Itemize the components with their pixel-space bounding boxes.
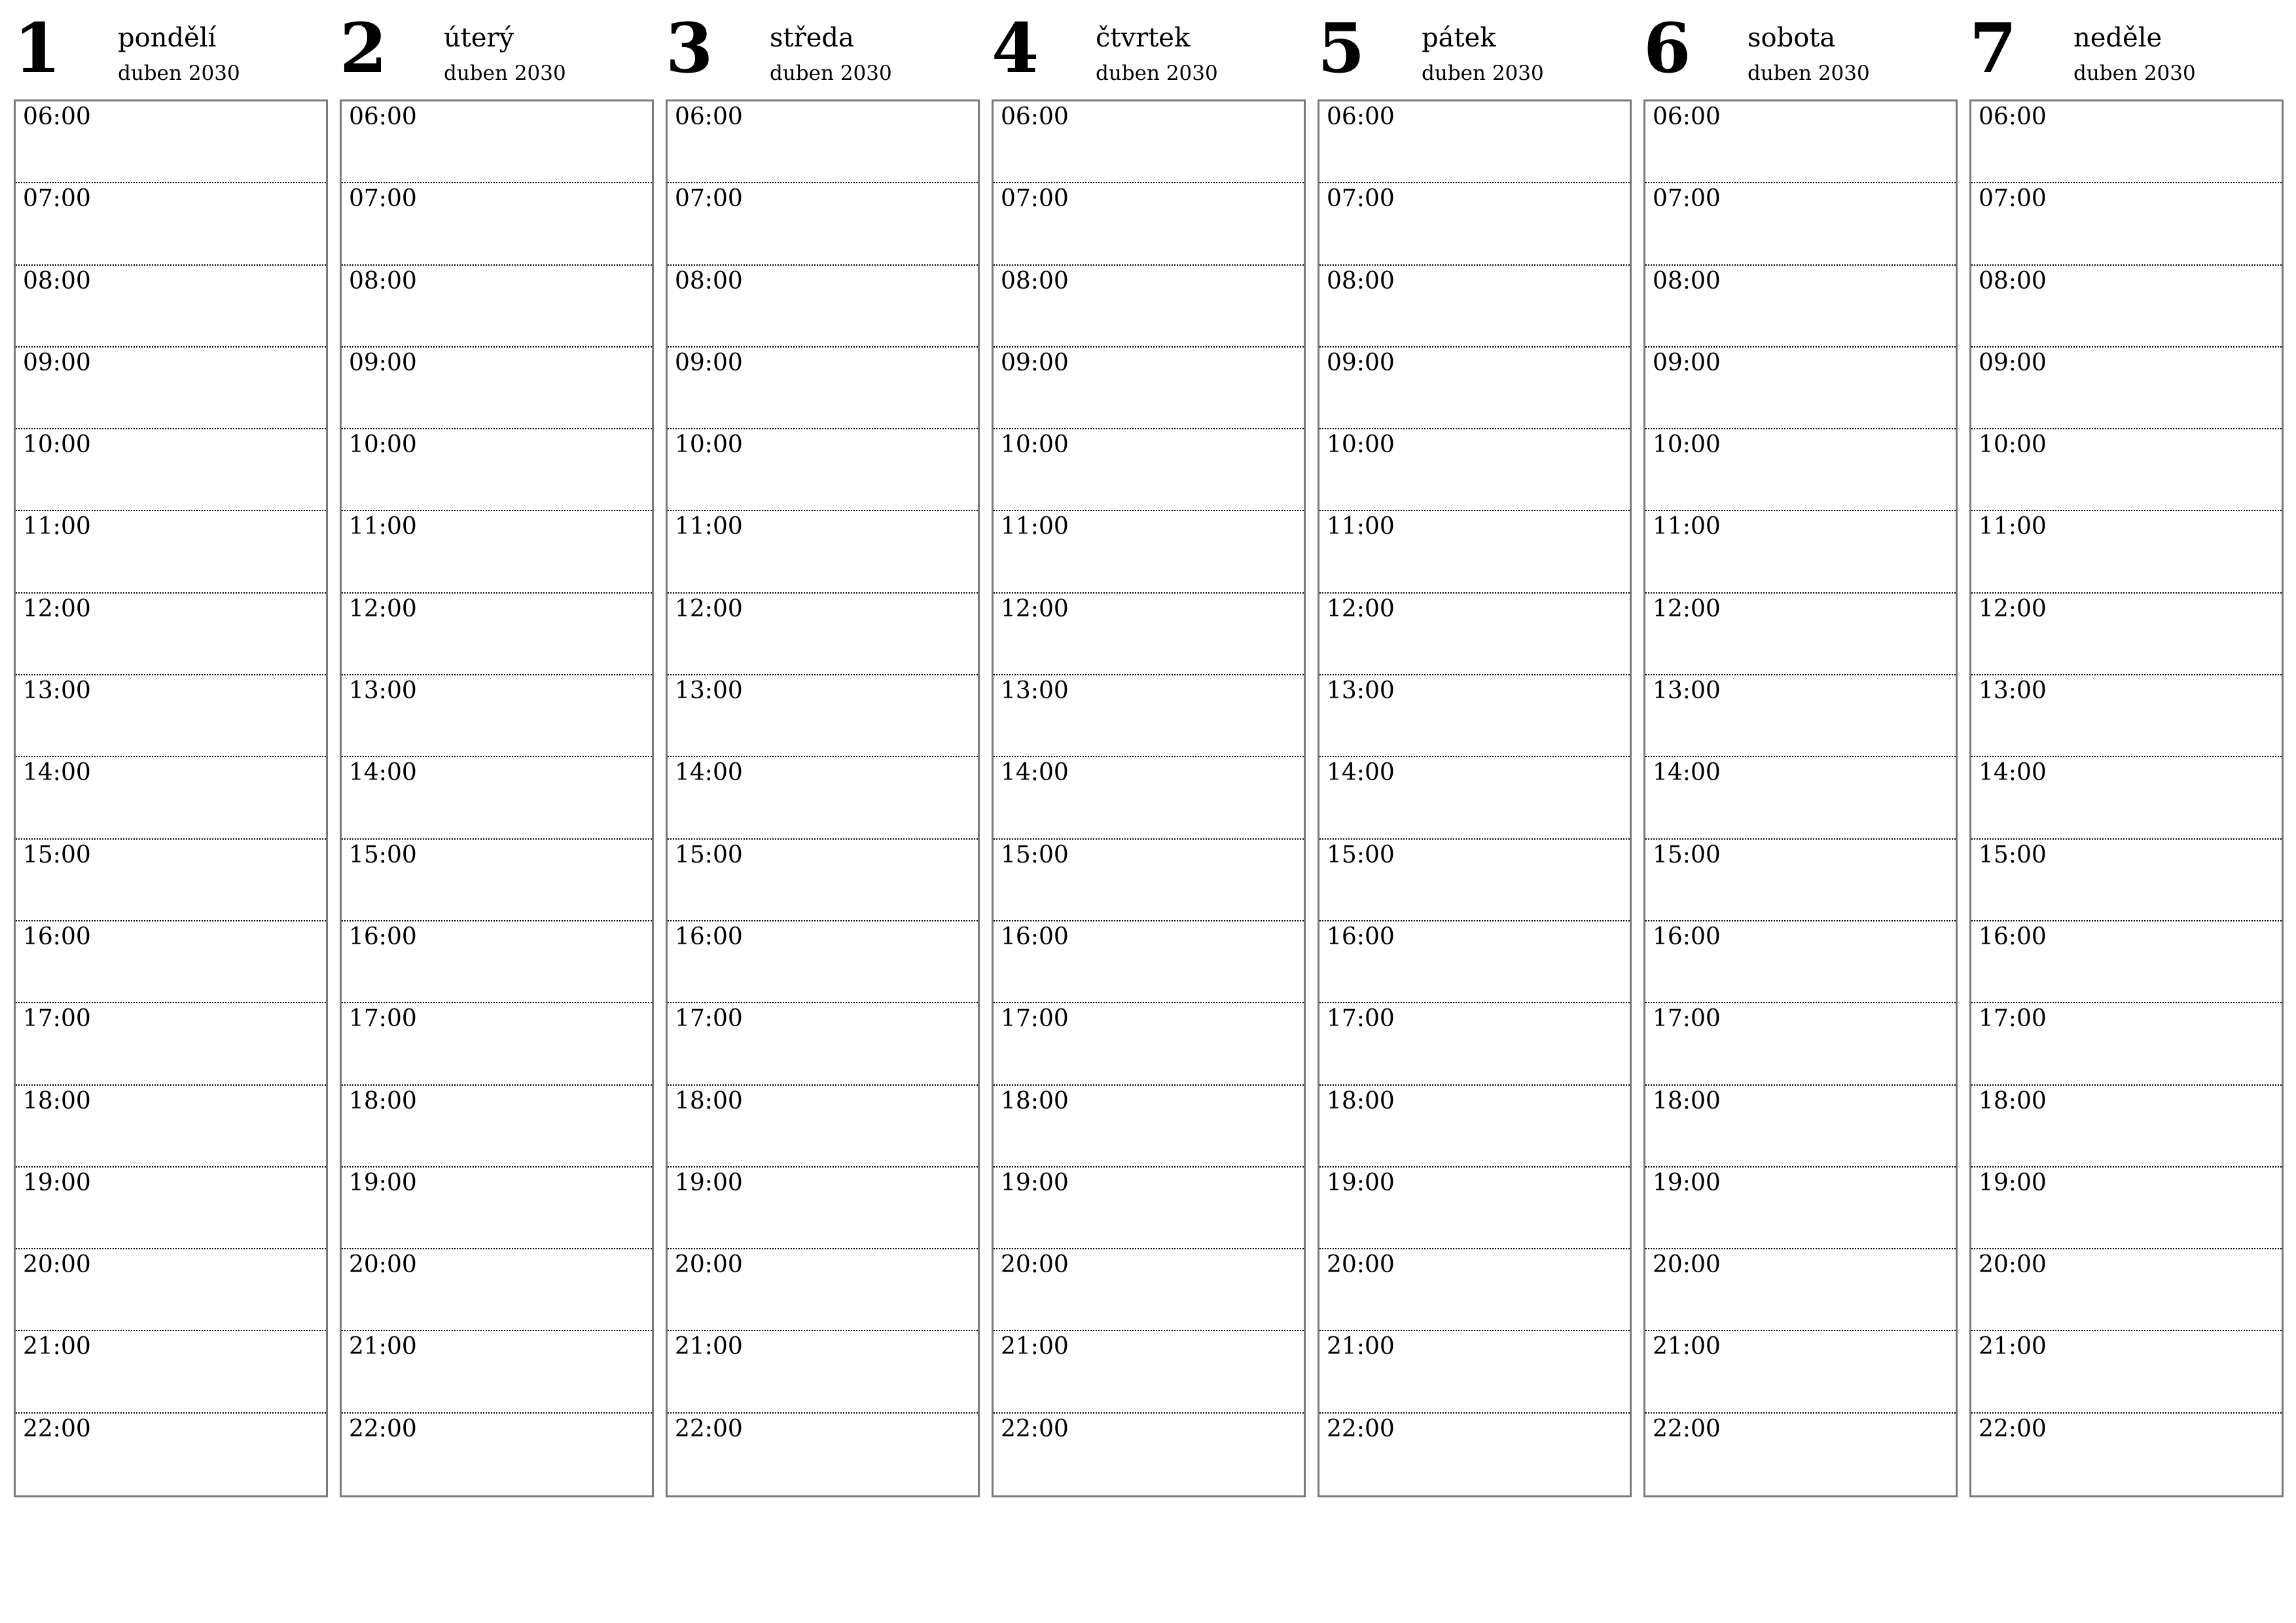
hour-slot[interactable] <box>994 594 1304 675</box>
hour-slot[interactable] <box>16 1414 326 1495</box>
hour-label: 14:00 <box>1327 759 1395 787</box>
day-name: čtvrtek <box>1096 23 1191 53</box>
hour-slot[interactable] <box>994 429 1304 511</box>
hour-slot[interactable] <box>994 1003 1304 1085</box>
hour-slot[interactable] <box>16 675 326 757</box>
day-header <box>340 0 652 99</box>
hour-label: 21:00 <box>1653 1333 1721 1361</box>
hour-label: 19:00 <box>1653 1169 1721 1196</box>
hour-slot[interactable] <box>994 511 1304 593</box>
hour-label: 22:00 <box>1979 1415 2047 1442</box>
hour-label: 14:00 <box>675 759 743 787</box>
hour-slot[interactable] <box>1971 1168 2282 1249</box>
hour-label: 20:00 <box>1979 1251 2047 1279</box>
hour-slot[interactable] <box>16 348 326 429</box>
hour-slot[interactable] <box>994 348 1304 429</box>
hour-slot[interactable] <box>16 757 326 839</box>
day-header <box>1318 0 1630 99</box>
hour-label: 16:00 <box>1001 923 1069 950</box>
hour-label: 21:00 <box>23 1333 91 1361</box>
hour-label: 10:00 <box>1327 431 1395 459</box>
hour-label: 17:00 <box>1327 1005 1395 1033</box>
hour-slot[interactable] <box>1645 757 1956 839</box>
hour-slot[interactable] <box>668 1086 978 1168</box>
hour-slot[interactable] <box>16 1168 326 1249</box>
hour-slot[interactable] <box>1645 1086 1956 1168</box>
hour-label: 18:00 <box>1327 1087 1395 1115</box>
hour-slot[interactable] <box>668 1168 978 1249</box>
hour-label: 06:00 <box>1327 103 1395 130</box>
hour-slot[interactable] <box>668 757 978 839</box>
hour-slot[interactable] <box>1319 921 1630 1003</box>
hour-slot[interactable] <box>668 1249 978 1331</box>
hour-label: 14:00 <box>1653 759 1721 787</box>
hour-slot[interactable] <box>1319 1414 1630 1495</box>
hour-slot[interactable] <box>1319 594 1630 675</box>
day-column-3 <box>666 0 978 1442</box>
hour-label: 14:00 <box>1979 759 2047 787</box>
day-header <box>1969 0 2282 99</box>
hour-slot[interactable] <box>1319 266 1630 348</box>
hour-slot[interactable] <box>1645 1249 1956 1331</box>
hour-label: 07:00 <box>1327 185 1395 213</box>
hours-box <box>666 99 980 1497</box>
hour-slot[interactable] <box>994 1414 1304 1495</box>
hour-label: 07:00 <box>1979 185 2047 213</box>
hour-slot[interactable] <box>994 266 1304 348</box>
hour-label: 18:00 <box>675 1087 743 1115</box>
hour-label: 10:00 <box>1979 431 2047 459</box>
hour-slot[interactable] <box>342 840 652 921</box>
hour-slot[interactable] <box>994 183 1304 265</box>
hour-slot[interactable] <box>16 429 326 511</box>
hours-box <box>1318 99 1632 1497</box>
hour-label: 21:00 <box>1327 1333 1395 1361</box>
month-label: duben 2030 <box>1748 62 1870 85</box>
hour-label: 06:00 <box>675 103 743 130</box>
hour-slot[interactable] <box>342 266 652 348</box>
hours-box <box>14 99 328 1497</box>
hour-label: 19:00 <box>349 1169 417 1196</box>
hour-label: 14:00 <box>1001 759 1069 787</box>
hour-label: 08:00 <box>675 267 743 294</box>
hour-label: 07:00 <box>675 185 743 213</box>
hour-slot[interactable] <box>668 183 978 265</box>
hour-label: 16:00 <box>1653 923 1721 950</box>
hour-label: 07:00 <box>23 185 91 213</box>
hour-slot[interactable] <box>668 429 978 511</box>
hour-label: 10:00 <box>1001 431 1069 459</box>
hour-label: 09:00 <box>349 349 417 376</box>
day-number: 7 <box>1969 8 2017 88</box>
day-name: pátek <box>1422 23 1496 53</box>
hour-label: 18:00 <box>1653 1087 1721 1115</box>
hour-slot[interactable] <box>1971 675 2282 757</box>
hour-label: 19:00 <box>23 1169 91 1196</box>
month-label: duben 2030 <box>770 62 892 85</box>
hour-slot[interactable] <box>1319 1249 1630 1331</box>
hour-label: 08:00 <box>1653 267 1721 294</box>
hour-label: 13:00 <box>1653 677 1721 705</box>
hour-slot[interactable] <box>668 101 978 183</box>
hour-label: 20:00 <box>1653 1251 1721 1279</box>
hour-slot[interactable] <box>668 921 978 1003</box>
hour-label: 11:00 <box>1001 513 1069 541</box>
hour-label: 12:00 <box>1327 595 1395 622</box>
hour-label: 11:00 <box>23 513 91 541</box>
day-number: 4 <box>992 8 1039 88</box>
hour-slot[interactable] <box>342 1331 652 1413</box>
hours-box <box>992 99 1306 1497</box>
day-column-2 <box>340 0 652 1442</box>
hour-slot[interactable] <box>1971 511 2282 593</box>
hour-slot[interactable] <box>668 348 978 429</box>
hour-slot[interactable] <box>16 1086 326 1168</box>
hour-label: 15:00 <box>1979 841 2047 868</box>
hour-slot[interactable] <box>1971 348 2282 429</box>
hour-slot[interactable] <box>994 1086 1304 1168</box>
hour-slot[interactable] <box>1971 1331 2282 1413</box>
hour-slot[interactable] <box>16 840 326 921</box>
hour-slot[interactable] <box>1971 183 2282 265</box>
hour-label: 22:00 <box>1001 1415 1069 1442</box>
hours-box <box>1969 99 2284 1497</box>
hour-label: 09:00 <box>1001 349 1069 376</box>
hour-label: 22:00 <box>1327 1415 1395 1442</box>
day-column-7 <box>1969 0 2282 1442</box>
hour-label: 20:00 <box>349 1251 417 1279</box>
hour-slot[interactable] <box>1971 1003 2282 1085</box>
hour-label: 08:00 <box>23 267 91 294</box>
hour-slot[interactable] <box>342 757 652 839</box>
hour-slot[interactable] <box>1319 840 1630 921</box>
hour-slot[interactable] <box>1645 921 1956 1003</box>
hour-label: 12:00 <box>1001 595 1069 622</box>
hour-slot[interactable] <box>1645 429 1956 511</box>
hour-label: 17:00 <box>1979 1005 2047 1033</box>
hour-slot[interactable] <box>1971 840 2282 921</box>
day-number: 2 <box>340 8 387 88</box>
hours-box <box>340 99 654 1497</box>
hour-label: 06:00 <box>349 103 417 130</box>
hour-label: 12:00 <box>1653 595 1721 622</box>
hour-slot[interactable] <box>342 348 652 429</box>
hour-label: 09:00 <box>1653 349 1721 376</box>
hour-slot[interactable] <box>16 1331 326 1413</box>
hour-slot[interactable] <box>342 1414 652 1495</box>
hour-slot[interactable] <box>668 266 978 348</box>
hour-slot[interactable] <box>1319 1086 1630 1168</box>
hour-label: 09:00 <box>23 349 91 376</box>
day-column-6 <box>1643 0 1956 1442</box>
day-header <box>14 0 326 99</box>
hour-label: 12:00 <box>675 595 743 622</box>
hour-label: 08:00 <box>1979 267 2047 294</box>
hour-slot[interactable] <box>16 1249 326 1331</box>
hour-slot[interactable] <box>1645 183 1956 265</box>
hour-slot[interactable] <box>1645 1003 1956 1085</box>
hour-slot[interactable] <box>1319 511 1630 593</box>
hour-label: 08:00 <box>1327 267 1395 294</box>
hour-slot[interactable] <box>1971 101 2282 183</box>
hour-label: 19:00 <box>1001 1169 1069 1196</box>
hour-label: 11:00 <box>675 513 743 541</box>
hour-slot[interactable] <box>994 675 1304 757</box>
day-number: 5 <box>1318 8 1365 88</box>
month-label: duben 2030 <box>118 62 240 85</box>
hour-slot[interactable] <box>1971 594 2282 675</box>
hour-label: 16:00 <box>675 923 743 950</box>
hour-slot[interactable] <box>1645 511 1956 593</box>
hour-slot[interactable] <box>16 101 326 183</box>
hour-label: 19:00 <box>1327 1169 1395 1196</box>
hour-label: 21:00 <box>349 1333 417 1361</box>
hour-label: 08:00 <box>349 267 417 294</box>
hour-slot[interactable] <box>342 183 652 265</box>
hour-label: 12:00 <box>23 595 91 622</box>
hour-slot[interactable] <box>1971 429 2282 511</box>
hour-label: 17:00 <box>23 1005 91 1033</box>
hour-label: 15:00 <box>675 841 743 868</box>
hours-box <box>1643 99 1958 1497</box>
hour-label: 18:00 <box>1979 1087 2047 1115</box>
hour-label: 15:00 <box>1001 841 1069 868</box>
hour-slot[interactable] <box>668 1003 978 1085</box>
hour-label: 17:00 <box>1653 1005 1721 1033</box>
hour-label: 13:00 <box>1001 677 1069 705</box>
hour-label: 06:00 <box>1001 103 1069 130</box>
day-number: 3 <box>666 8 713 88</box>
hour-slot[interactable] <box>342 1086 652 1168</box>
hour-slot[interactable] <box>668 1414 978 1495</box>
hour-slot[interactable] <box>1645 594 1956 675</box>
hour-label: 14:00 <box>23 759 91 787</box>
hour-slot[interactable] <box>16 266 326 348</box>
hour-label: 17:00 <box>1001 1005 1069 1033</box>
hour-label: 18:00 <box>1001 1087 1069 1115</box>
hour-label: 16:00 <box>349 923 417 950</box>
hour-label: 20:00 <box>23 1251 91 1279</box>
hour-slot[interactable] <box>994 1331 1304 1413</box>
month-label: duben 2030 <box>2073 62 2196 85</box>
hour-label: 22:00 <box>349 1415 417 1442</box>
day-header <box>992 0 1304 99</box>
hour-slot[interactable] <box>1971 921 2282 1003</box>
hour-label: 07:00 <box>1001 185 1069 213</box>
hour-slot[interactable] <box>668 511 978 593</box>
hour-slot[interactable] <box>1319 675 1630 757</box>
day-number: 1 <box>14 8 62 88</box>
hour-slot[interactable] <box>1971 266 2282 348</box>
hour-label: 14:00 <box>349 759 417 787</box>
hour-label: 11:00 <box>1979 513 2047 541</box>
hour-slot[interactable] <box>1645 1414 1956 1495</box>
hour-slot[interactable] <box>1319 429 1630 511</box>
hour-slot[interactable] <box>1971 1086 2282 1168</box>
hour-label: 21:00 <box>675 1333 743 1361</box>
hour-slot[interactable] <box>342 675 652 757</box>
hour-slot[interactable] <box>994 1249 1304 1331</box>
day-number: 6 <box>1643 8 1691 88</box>
hour-slot[interactable] <box>1645 840 1956 921</box>
day-name: středa <box>770 23 854 53</box>
hour-slot[interactable] <box>342 921 652 1003</box>
hour-label: 18:00 <box>349 1087 417 1115</box>
hour-label: 08:00 <box>1001 267 1069 294</box>
hour-label: 11:00 <box>1327 513 1395 541</box>
hour-label: 15:00 <box>1653 841 1721 868</box>
hour-label: 22:00 <box>1653 1415 1721 1442</box>
hour-slot[interactable] <box>1645 348 1956 429</box>
day-column-1 <box>14 0 326 1442</box>
hour-slot[interactable] <box>342 594 652 675</box>
hour-label: 13:00 <box>23 677 91 705</box>
hour-label: 20:00 <box>675 1251 743 1279</box>
hour-label: 10:00 <box>349 431 417 459</box>
hour-label: 15:00 <box>23 841 91 868</box>
hour-slot[interactable] <box>16 511 326 593</box>
day-header <box>1643 0 1956 99</box>
hour-slot[interactable] <box>1645 101 1956 183</box>
hour-slot[interactable] <box>342 511 652 593</box>
hour-slot[interactable] <box>1319 1331 1630 1413</box>
hour-label: 17:00 <box>349 1005 417 1033</box>
hour-slot[interactable] <box>994 921 1304 1003</box>
hour-slot[interactable] <box>668 840 978 921</box>
hour-label: 15:00 <box>349 841 417 868</box>
hour-slot[interactable] <box>994 757 1304 839</box>
hour-slot[interactable] <box>1645 1168 1956 1249</box>
hour-label: 20:00 <box>1001 1251 1069 1279</box>
hour-slot[interactable] <box>668 1331 978 1413</box>
hour-slot[interactable] <box>1319 1003 1630 1085</box>
hour-slot[interactable] <box>1971 1249 2282 1331</box>
hour-slot[interactable] <box>16 921 326 1003</box>
hour-label: 12:00 <box>349 595 417 622</box>
hour-label: 11:00 <box>349 513 417 541</box>
day-column-5 <box>1318 0 1630 1442</box>
hour-slot[interactable] <box>1645 266 1956 348</box>
day-name: pondělí <box>118 23 217 53</box>
hour-label: 09:00 <box>675 349 743 376</box>
hour-slot[interactable] <box>1645 675 1956 757</box>
hour-slot[interactable] <box>1319 1168 1630 1249</box>
hour-slot[interactable] <box>1319 757 1630 839</box>
hour-label: 11:00 <box>1653 513 1721 541</box>
month-label: duben 2030 <box>444 62 566 85</box>
day-name: sobota <box>1748 23 1836 53</box>
hour-label: 13:00 <box>1327 677 1395 705</box>
hour-label: 19:00 <box>1979 1169 2047 1196</box>
day-column-4 <box>992 0 1304 1442</box>
hour-slot[interactable] <box>668 594 978 675</box>
hour-label: 09:00 <box>1979 349 2047 376</box>
hour-label: 10:00 <box>23 431 91 459</box>
hour-slot[interactable] <box>994 840 1304 921</box>
hour-label: 16:00 <box>1979 923 2047 950</box>
hour-label: 22:00 <box>23 1415 91 1442</box>
hour-slot[interactable] <box>342 429 652 511</box>
hour-label: 13:00 <box>349 677 417 705</box>
hour-slot[interactable] <box>1319 183 1630 265</box>
hour-label: 19:00 <box>675 1169 743 1196</box>
hour-label: 20:00 <box>1327 1251 1395 1279</box>
hour-label: 10:00 <box>1653 431 1721 459</box>
hour-label: 10:00 <box>675 431 743 459</box>
day-header <box>666 0 978 99</box>
hour-label: 07:00 <box>349 185 417 213</box>
hour-slot[interactable] <box>1971 757 2282 839</box>
hour-slot[interactable] <box>16 594 326 675</box>
hour-slot[interactable] <box>342 1168 652 1249</box>
hour-label: 06:00 <box>1653 103 1721 130</box>
hour-slot[interactable] <box>1645 1331 1956 1413</box>
hour-label: 18:00 <box>23 1087 91 1115</box>
hour-label: 21:00 <box>1979 1333 2047 1361</box>
hour-slot[interactable] <box>342 1249 652 1331</box>
hour-label: 13:00 <box>1979 677 2047 705</box>
hour-label: 07:00 <box>1653 185 1721 213</box>
hour-slot[interactable] <box>16 1003 326 1085</box>
hour-label: 12:00 <box>1979 595 2047 622</box>
day-name: neděle <box>2073 23 2162 53</box>
hour-label: 06:00 <box>1979 103 2047 130</box>
hour-slot[interactable] <box>342 1003 652 1085</box>
month-label: duben 2030 <box>1422 62 1544 85</box>
hour-label: 09:00 <box>1327 349 1395 376</box>
hour-slot[interactable] <box>342 101 652 183</box>
hour-slot[interactable] <box>668 675 978 757</box>
hour-slot[interactable] <box>16 183 326 265</box>
hour-slot[interactable] <box>1971 1414 2282 1495</box>
hour-slot[interactable] <box>1319 348 1630 429</box>
hour-label: 13:00 <box>675 677 743 705</box>
hour-label: 17:00 <box>675 1005 743 1033</box>
hour-slot[interactable] <box>994 101 1304 183</box>
hour-label: 16:00 <box>23 923 91 950</box>
month-label: duben 2030 <box>1096 62 1218 85</box>
hour-label: 21:00 <box>1001 1333 1069 1361</box>
day-name: úterý <box>444 23 514 53</box>
hour-label: 16:00 <box>1327 923 1395 950</box>
hour-slot[interactable] <box>1319 101 1630 183</box>
hour-label: 06:00 <box>23 103 91 130</box>
hour-slot[interactable] <box>994 1168 1304 1249</box>
hour-label: 22:00 <box>675 1415 743 1442</box>
hour-label: 15:00 <box>1327 841 1395 868</box>
